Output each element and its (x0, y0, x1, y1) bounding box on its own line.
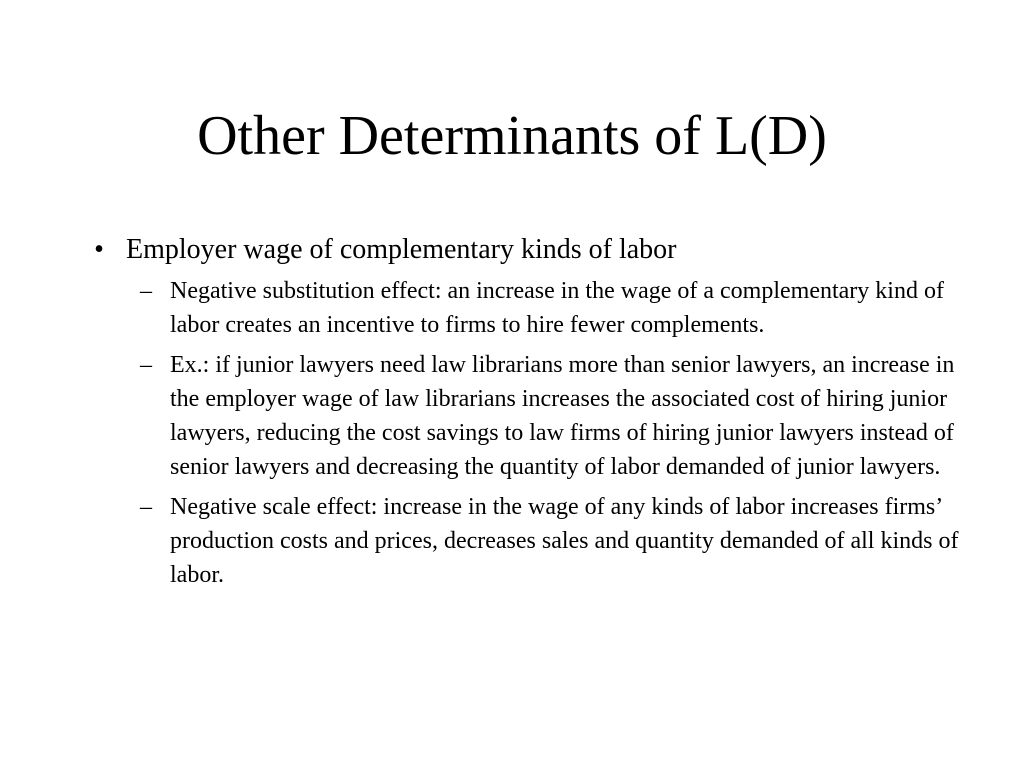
sub-bullet-text: Negative scale effect: increase in the wage of any kinds of labor increases firms’ production costs and prices, decreases sales and quantity demanded of all kinds of labor. (170, 494, 959, 588)
sub-bullet-list (84, 274, 964, 592)
slide-title: Other Determinants of L(D) (197, 105, 827, 167)
sub-bullet-marker: – (140, 494, 152, 520)
sub-bullet-item (140, 348, 964, 484)
sub-bullet-marker: – (140, 278, 152, 304)
sub-bullet-marker: – (140, 352, 152, 378)
sub-bullet-text: Negative substitution effect: an increase in the wage of a complementary kind of labor creates an incentive to firms to hire fewer complements. (170, 278, 944, 338)
sub-bullet-item (140, 274, 964, 342)
slide-content (84, 230, 964, 598)
bullet-marker: • (94, 234, 104, 265)
bullet-item (84, 230, 964, 270)
sub-bullet-text: Ex.: if junior lawyers need law librarians more than senior lawyers, an increase in the employer wage of law librarians increases the associated cost of hiring junior lawyers, reducing the cost savings to law firms of hiring junior lawyers instead of senior lawyers and decreasing the quantity of labor demanded of junior lawyers. (170, 352, 955, 480)
sub-bullet-item (140, 490, 964, 592)
bullet-text: Employer wage of complementary kinds of labor (126, 234, 677, 265)
